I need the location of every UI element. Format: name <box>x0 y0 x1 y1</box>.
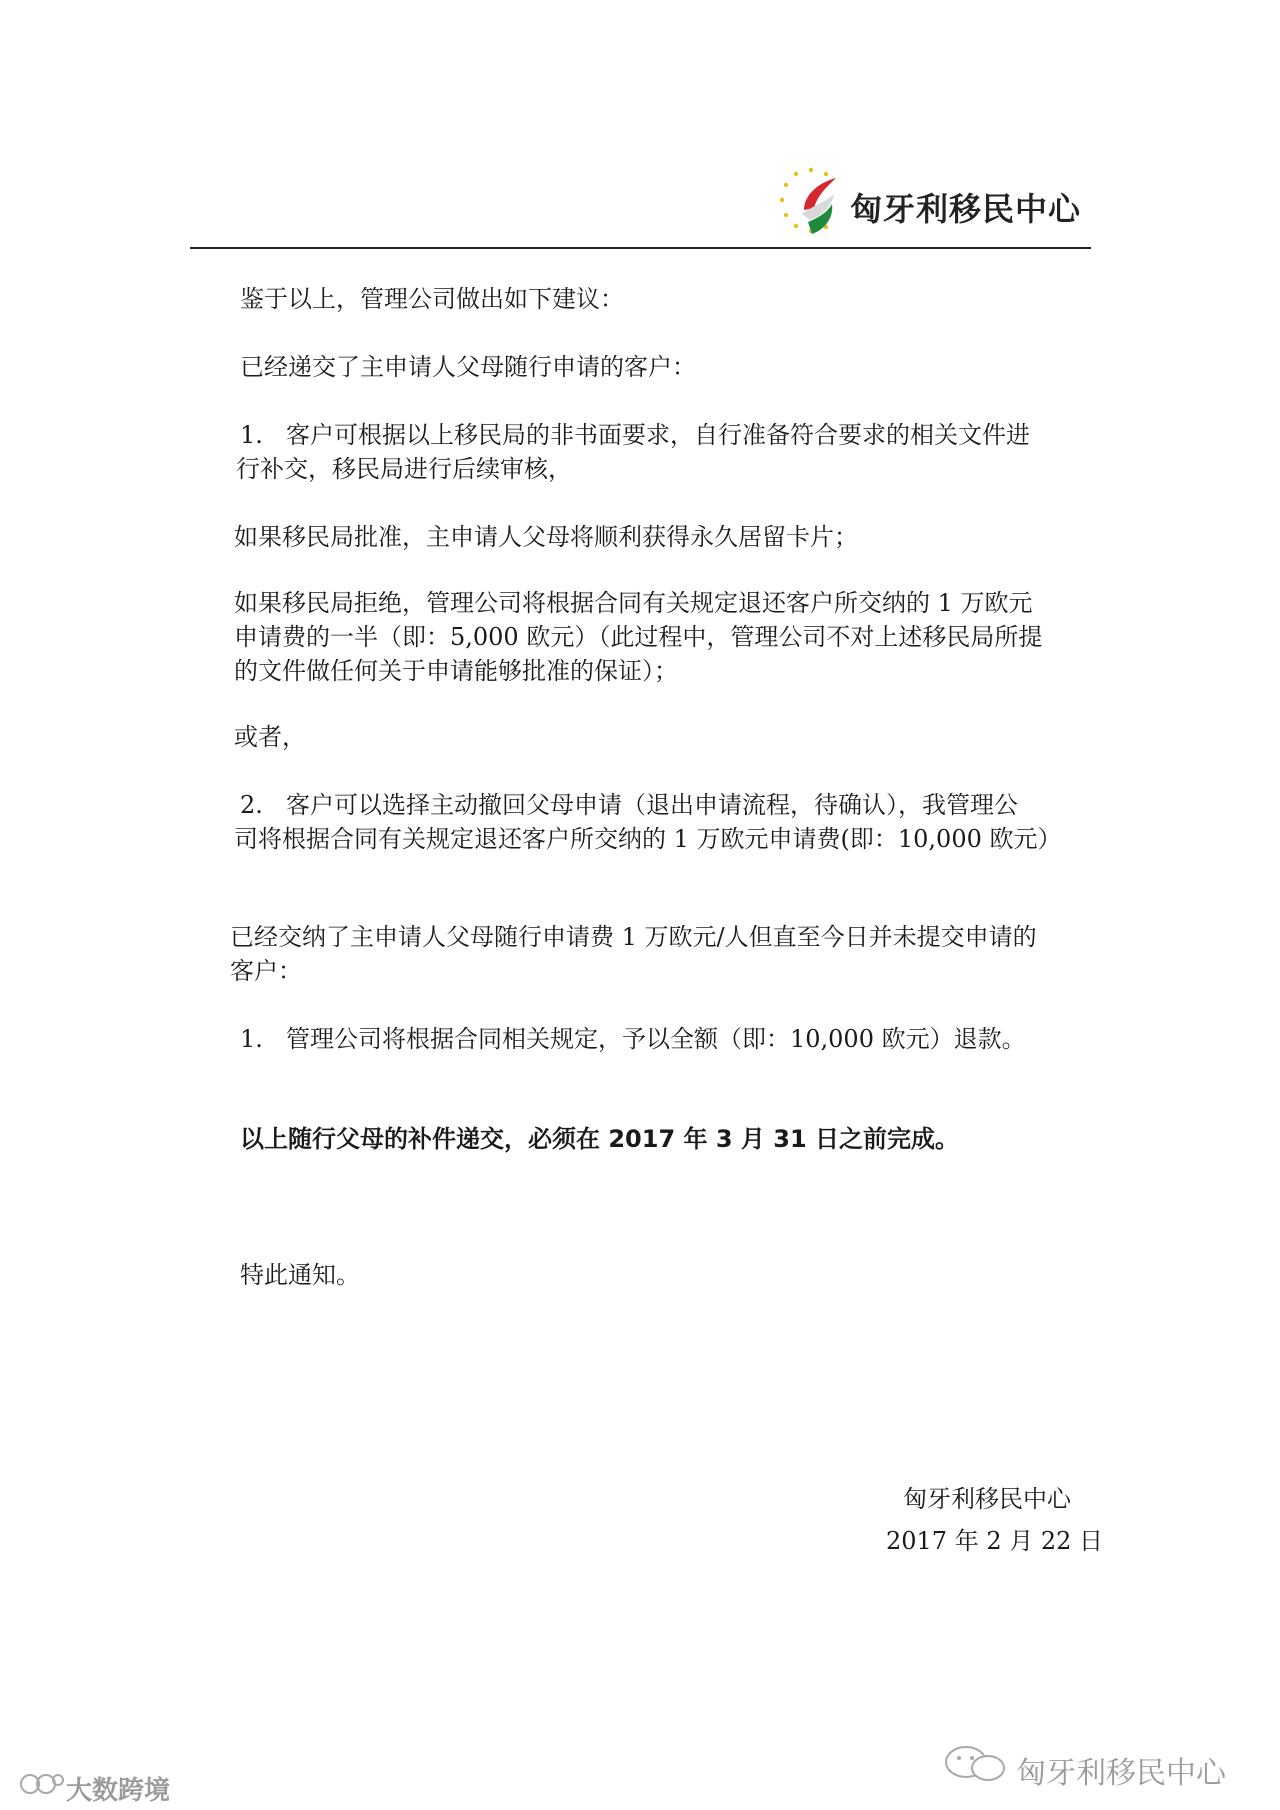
item2-text: 客户可以选择主动撤回父母申请（退出申请流程，待确认），我管理公 <box>286 791 1018 819</box>
wechat-watermark-text: 匈牙利移民中心 <box>1016 1756 1226 1791</box>
item3-text: 管理公司将根据合同相关规定，予以全额（即：10,000 欧元）退款。 <box>286 1025 1026 1053</box>
wechat-icon <box>942 1744 1012 1788</box>
corner-watermark-text: 大数跨境 <box>66 1776 171 1806</box>
reject-line3: 的文件做任何关于申请能够批准的保证）； <box>234 657 678 685</box>
item1-line1 <box>240 418 1030 452</box>
corner-logo-icon <box>18 1768 66 1804</box>
signature-org: 匈牙利移民中心 <box>903 1485 1071 1513</box>
item1-number: 1. <box>240 421 263 449</box>
reject-line2: 申请费的一半（即：5,000 欧元）（此过程中，管理公司不对上述移民局所提 <box>234 623 1043 651</box>
company-logo <box>774 164 848 238</box>
item3-number: 1. <box>240 1025 263 1053</box>
item2-line1 <box>240 788 1018 822</box>
deadline-text: 以上随行父母的补件递交，必须在 2017 年 3 月 31 日之前完成。 <box>240 1125 960 1153</box>
section1-heading: 已经递交了主申请人父母随行申请的客户： <box>240 353 696 381</box>
item1-line2: 行补交，移民局进行后续审核， <box>236 455 572 483</box>
item2-line2: 司将根据合同有关规定退还客户所交纳的 1 万欧元申请费(即：10,000 欧元） <box>234 825 1062 853</box>
item2-number: 2. <box>240 791 263 819</box>
brand-name: 匈牙利移民中心 <box>850 190 1082 228</box>
item3-line <box>240 1022 1026 1056</box>
notice-text: 特此通知。 <box>240 1261 360 1289</box>
reject-line1: 如果移民局拒绝，管理公司将根据合同有关规定退还客户所交纳的 1 万欧元 <box>234 589 1033 617</box>
item1-text: 客户可根据以上移民局的非书面要求，自行准备符合要求的相关文件进 <box>286 421 1030 449</box>
signature-date: 2017 年 2 月 22 日 <box>886 1527 1104 1555</box>
or-text: 或者， <box>234 723 306 751</box>
section2-line2: 客户： <box>230 957 302 985</box>
section2-line1: 已经交纳了主申请人父母随行申请费 1 万欧元/人但直至今日并未提交申请的 <box>230 923 1037 951</box>
header-divider <box>190 247 1091 249</box>
approve-text: 如果移民局批准，主申请人父母将顺利获得永久居留卡片； <box>234 523 858 551</box>
intro-text: 鉴于以上，管理公司做出如下建议： <box>240 285 624 313</box>
